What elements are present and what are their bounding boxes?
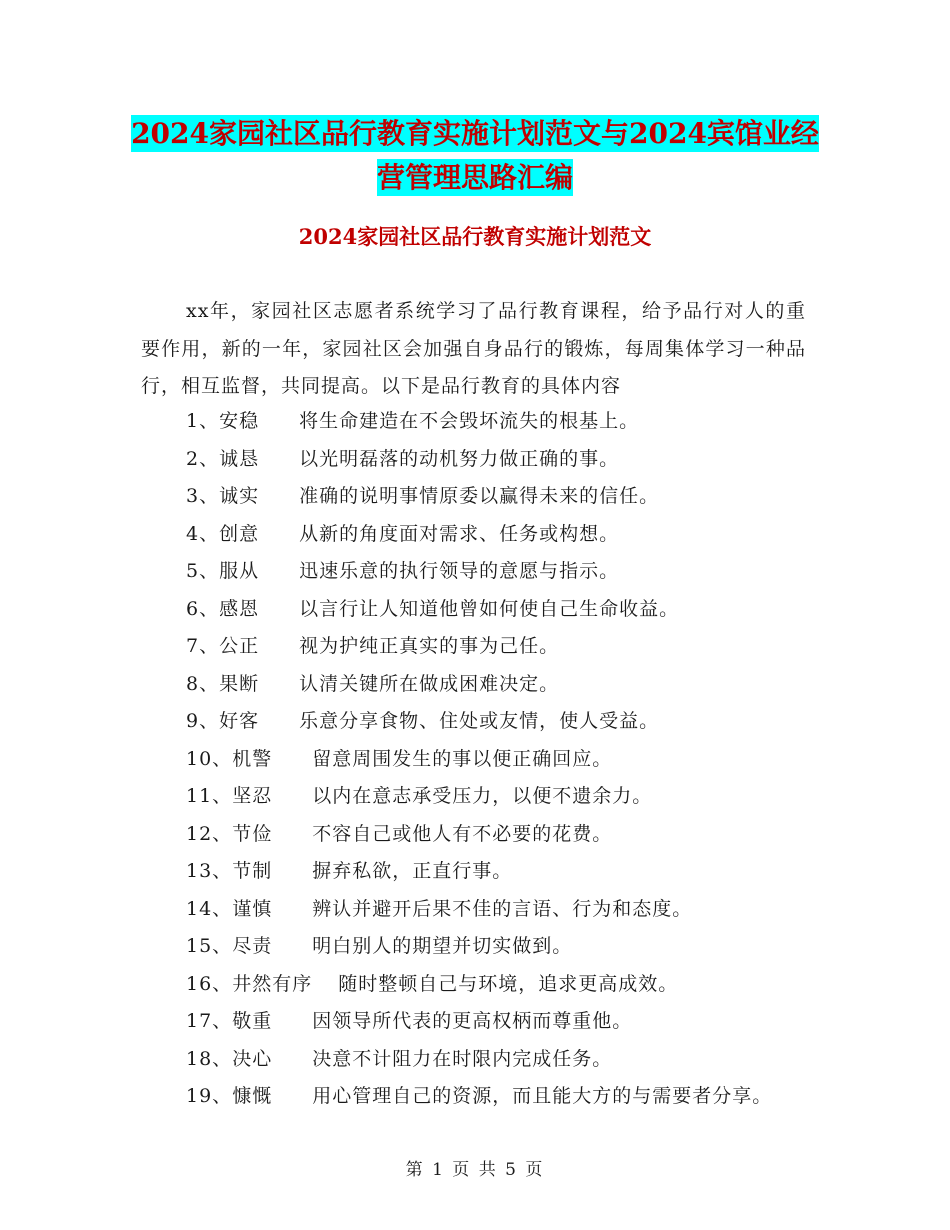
list-item	[186, 741, 866, 779]
page-footer: 第 1 页 共 5 页	[405, 1160, 545, 1180]
item-virtue-name: 果断	[219, 672, 260, 695]
item-number: 10、	[186, 747, 233, 770]
item-number: 17、	[186, 1010, 233, 1032]
list-item	[186, 553, 866, 591]
item-description: 留意周围发生的事以便正确回应。	[312, 747, 613, 770]
item-number: 13、	[186, 860, 233, 882]
item-number: 8、	[186, 672, 220, 695]
list-item	[186, 478, 866, 516]
intro-paragraph: xx年，家园社区志愿者系统学习了品行教育课程，给予品行对人的重要作用，新的一年，家园社区会加强自身品行的锻炼，每周集体学习一种品行，相互监督，共同提高。以下是品行教育的具体内容	[141, 300, 806, 397]
item-virtue-name: 尽责	[232, 935, 273, 957]
item-description: 从新的角度面对需求、任务或构想。	[299, 522, 620, 545]
item-description: 摒弃私欲，正直行事。	[312, 860, 513, 882]
item-description: 以内在意志承受压力，以便不遗余力。	[312, 785, 653, 807]
item-description: 迅速乐意的执行领导的意愿与指示。	[299, 560, 620, 582]
item-description: 视为护纯正真实的事为己任。	[299, 635, 560, 657]
list-item	[186, 853, 866, 891]
item-virtue-name: 坚忍	[232, 785, 273, 807]
item-number: 7、	[186, 635, 220, 657]
list-item	[186, 966, 866, 1004]
item-virtue-name: 创意	[219, 522, 260, 545]
item-number: 16、	[186, 972, 233, 995]
list-item	[186, 1003, 866, 1041]
item-virtue-name: 公正	[219, 635, 260, 657]
item-description: 准确的说明事情原委以赢得未来的信任。	[299, 485, 660, 507]
item-description: 以言行让人知道他曾如何使自己生命收益。	[299, 597, 680, 620]
item-number: 4、	[186, 522, 220, 545]
item-virtue-name: 诚实	[219, 485, 260, 507]
item-virtue-name: 谨慎	[232, 897, 273, 920]
list-item	[186, 591, 866, 629]
item-number: 14、	[186, 897, 233, 920]
list-item	[186, 778, 866, 816]
list-item	[186, 1078, 866, 1116]
list-item	[186, 891, 866, 929]
item-description: 不容自己或他人有不必要的花费。	[312, 822, 613, 845]
list-item	[186, 666, 866, 704]
document-title	[0, 112, 950, 200]
item-number: 5、	[186, 560, 220, 582]
item-number: 11、	[186, 785, 233, 807]
list-item	[186, 1041, 866, 1079]
item-number: 3、	[186, 485, 220, 507]
item-virtue-name: 节俭	[232, 822, 273, 845]
item-number: 2、	[186, 447, 220, 470]
item-description: 决意不计阻力在时限内完成任务。	[312, 1047, 613, 1070]
item-description: 认清关键所在做成困难决定。	[299, 672, 560, 695]
item-description: 随时整顿自己与环境，追求更高成效。	[338, 972, 679, 995]
item-description: 明白别人的期望并切实做到。	[312, 935, 573, 957]
item-virtue-name: 感恩	[219, 597, 260, 620]
item-virtue-name: 慷慨	[232, 1085, 273, 1107]
item-virtue-name: 机警	[232, 747, 273, 770]
virtue-list	[186, 403, 866, 1116]
item-number: 15、	[186, 935, 233, 957]
list-item	[186, 703, 866, 741]
list-item	[186, 928, 866, 966]
item-description: 以光明磊落的动机努力做正确的事。	[299, 447, 620, 470]
item-description: 因领导所代表的更高权柄而尊重他。	[312, 1010, 633, 1032]
list-item	[186, 441, 866, 479]
item-description: 乐意分享食物、住处或友情，使人受益。	[299, 710, 660, 732]
item-number: 19、	[186, 1085, 233, 1107]
item-virtue-name: 诚恳	[219, 447, 260, 470]
item-virtue-name: 决心	[232, 1047, 273, 1070]
item-number: 18、	[186, 1047, 233, 1070]
item-description: 辨认并避开后果不佳的言语、行为和态度。	[312, 897, 693, 920]
document-title-line-1: 2024家园社区品行教育实施计划范文与2024宾馆业经	[131, 117, 819, 150]
item-number: 1、	[186, 410, 220, 432]
item-number: 6、	[186, 597, 220, 620]
item-number: 12、	[186, 822, 233, 845]
item-virtue-name: 节制	[232, 860, 273, 882]
item-virtue-name: 井然有序	[232, 972, 313, 995]
list-item	[186, 516, 866, 554]
document-title-line-2: 营管理思路汇编	[376, 161, 573, 194]
section-title: 2024家园社区品行教育实施计划范文	[298, 224, 652, 249]
item-description: 将生命建造在不会毁坏流失的根基上。	[299, 410, 640, 432]
item-virtue-name: 敬重	[232, 1010, 273, 1032]
list-item	[186, 628, 866, 666]
item-virtue-name: 安稳	[219, 410, 260, 432]
item-virtue-name: 好客	[219, 710, 260, 732]
list-item	[186, 816, 866, 854]
list-item	[186, 403, 866, 441]
item-description: 用心管理自己的资源，而且能大方的与需要者分享。	[312, 1085, 773, 1107]
item-number: 9、	[186, 710, 220, 732]
item-virtue-name: 服从	[219, 560, 260, 582]
